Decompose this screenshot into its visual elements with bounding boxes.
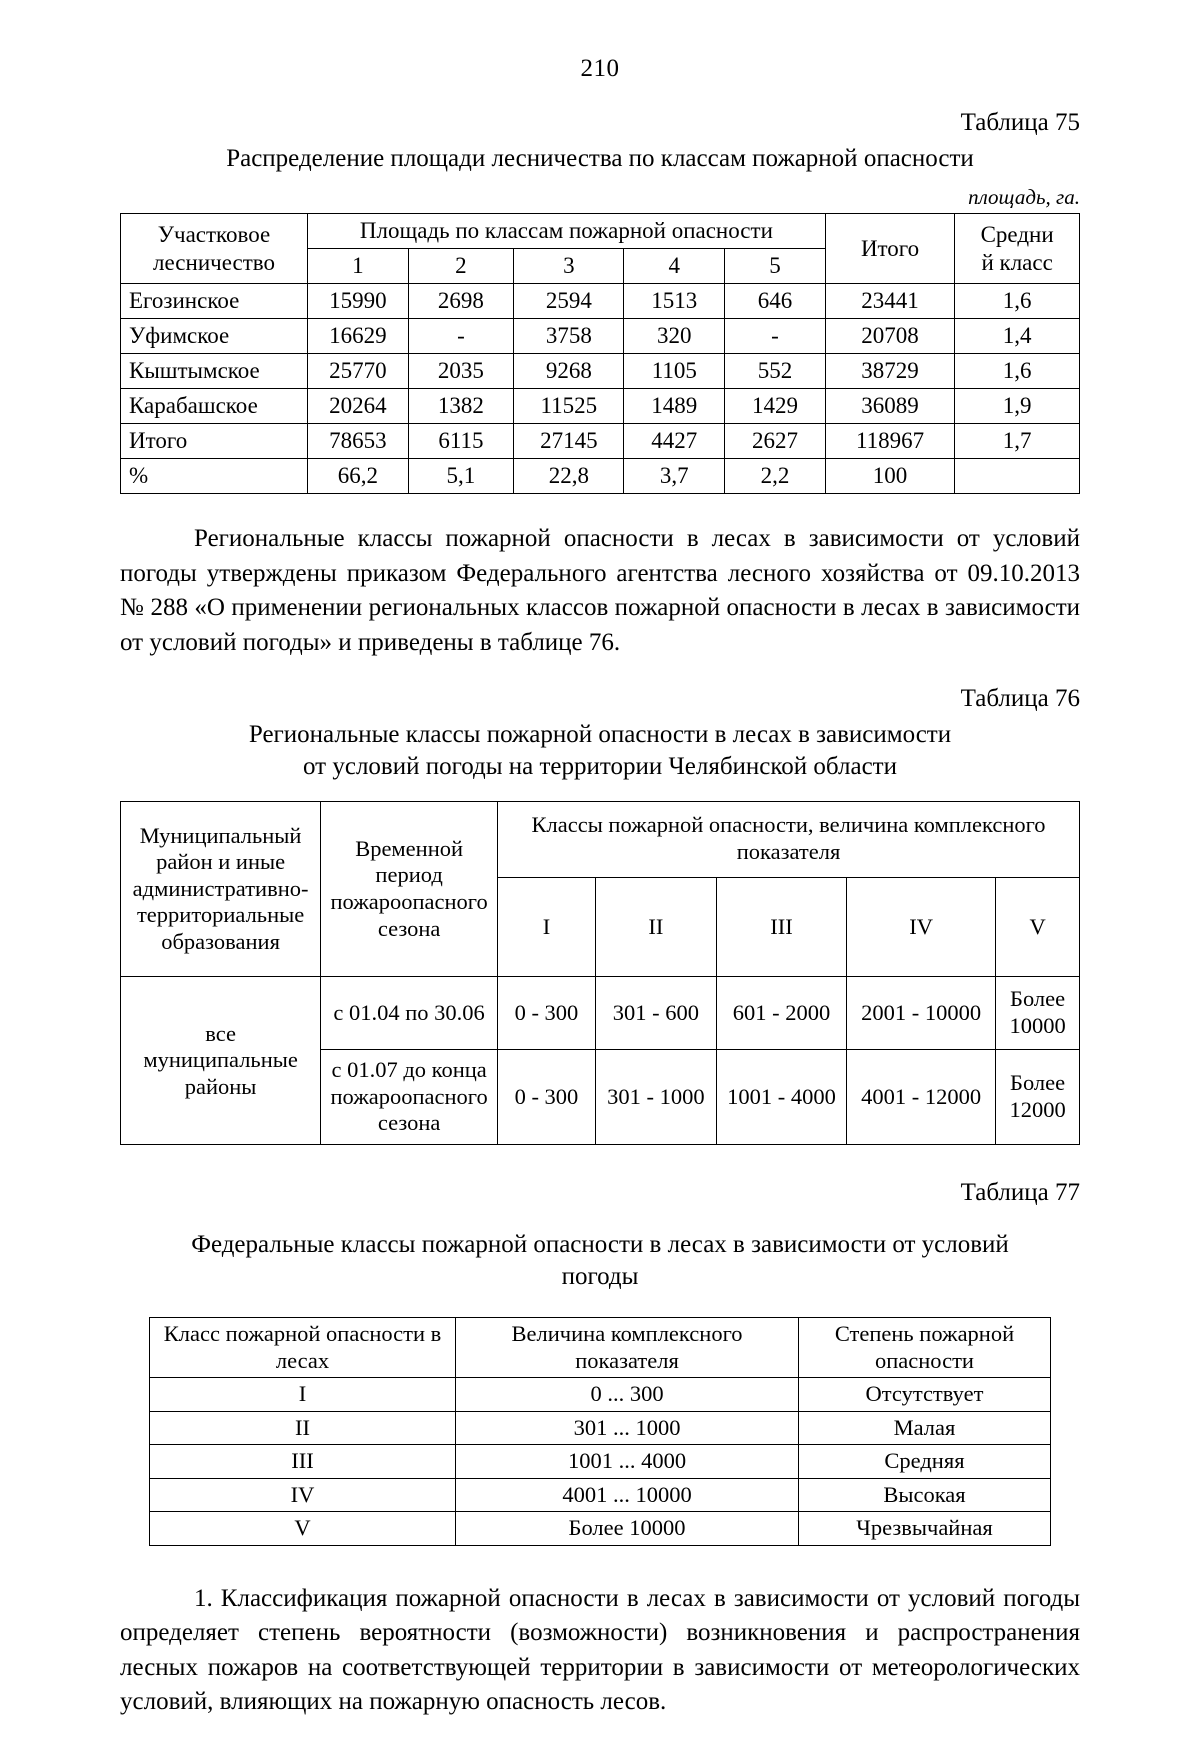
table-75-class-3: 3: [514, 249, 624, 284]
table-row: [149, 1512, 1050, 1546]
cell-class-1: 20264: [308, 389, 409, 424]
table-75-group-header: Площадь по классам пожарной опасности: [308, 214, 826, 249]
table-75-class-4: 4: [624, 249, 725, 284]
table-row: [149, 1445, 1050, 1479]
table-row: [121, 284, 1080, 319]
cell-class-III: 1001 - 4000: [716, 1050, 846, 1145]
header-line-1: Участковое: [157, 222, 271, 248]
table-75-col-total: Итого: [825, 214, 954, 284]
row-label: %: [121, 459, 308, 494]
table-77-col-class: Класс пожарной опасности в лесах: [149, 1318, 455, 1378]
table-row-percent: [121, 459, 1080, 494]
table-row: [149, 1478, 1050, 1512]
cell-class-2: 2035: [408, 354, 513, 389]
header-line-2: й класс: [981, 249, 1053, 275]
header-line-1: Средни: [980, 222, 1054, 248]
cell-total: 118967: [825, 424, 954, 459]
cell-class-5: 1429: [725, 389, 826, 424]
cell-line-1: Более: [1010, 986, 1066, 1012]
table-76-class-I: I: [498, 878, 596, 977]
document-page: [0, 55, 1200, 1753]
cell-class-IV: 4001 - 12000: [847, 1050, 996, 1145]
cell-class-4: 1489: [624, 389, 725, 424]
cell-line-1: Более: [1010, 1070, 1066, 1096]
table-76-group-header: Классы пожарной опасности, величина комплексного показателя: [498, 802, 1080, 878]
cell-total: 100: [825, 459, 954, 494]
cell-class: IV: [149, 1478, 455, 1512]
cell-degree: Чрезвычайная: [798, 1512, 1050, 1546]
cell-class-2: 2698: [408, 284, 513, 319]
table-76: [120, 801, 1080, 1145]
page-number: 210: [580, 55, 620, 82]
table-row: [149, 1378, 1050, 1412]
table-row: [121, 389, 1080, 424]
cell-class-4: 1513: [624, 284, 725, 319]
row-label: Егозинское: [121, 284, 308, 319]
paragraph-regional-classes: Региональные классы пожарной опасности в лесах в зависимости от условий погоды утверждены приказом Федерального агентства лесного хозяйства от 09.10.2013 № 288 «О применении региональных классов пожарной опасности в лесах в зависимости от условий погоды» и приведены в таблице 76.: [120, 525, 1080, 656]
cell-avg: [955, 459, 1080, 494]
table-76-caption: Таблица 76: [960, 685, 1080, 712]
cell-avg: 1,6: [955, 354, 1080, 389]
table-76-class-II: II: [595, 878, 716, 977]
cell-value: Более 10000: [456, 1512, 799, 1546]
cell-class-2: 5,1: [408, 459, 513, 494]
table-76-class-III: III: [716, 878, 846, 977]
cell-class-4: 1105: [624, 354, 725, 389]
title-line-2: погоды: [561, 1263, 639, 1290]
cell-line-2: 12000: [1009, 1097, 1066, 1122]
cell-class-3: 2594: [514, 284, 624, 319]
cell-class: III: [149, 1445, 455, 1479]
cell-class-4: 4427: [624, 424, 725, 459]
cell-degree: Отсутствует: [798, 1378, 1050, 1412]
cell-value: 0 ... 300: [456, 1378, 799, 1412]
table-75-col-avg: [955, 214, 1080, 284]
paragraph-classification: 1. Классификация пожарной опасности в лесах в зависимости от условий погоды определяет степень вероятности (возможности) возникновения и распространения лесных пожаров на соответствующей территории в зависимости от метеорологических условий, влияющих на пожарную опасность лесов.: [120, 1584, 1080, 1716]
cell-class-I: 0 - 300: [498, 977, 596, 1050]
cell-degree: Малая: [798, 1411, 1050, 1445]
cell-avg: 1,7: [955, 424, 1080, 459]
cell-class-1: 16629: [308, 319, 409, 354]
cell-class: II: [149, 1411, 455, 1445]
cell-avg: 1,4: [955, 319, 1080, 354]
cell-total: 20708: [825, 319, 954, 354]
table-row: [121, 319, 1080, 354]
row-label: Кыштымское: [121, 354, 308, 389]
table-75-class-1: 1: [308, 249, 409, 284]
cell-line-2: 10000: [1009, 1013, 1066, 1038]
table-75: [120, 213, 1080, 494]
cell-class-2: 1382: [408, 389, 513, 424]
cell-class-1: 25770: [308, 354, 409, 389]
cell-class-1: 66,2: [308, 459, 409, 494]
cell-class-5: 646: [725, 284, 826, 319]
table-77-header-row: [149, 1318, 1050, 1378]
cell-avg: 1,9: [955, 389, 1080, 424]
table-76-class-IV: IV: [847, 878, 996, 977]
table-76-title: [120, 719, 1080, 783]
table-75-header-row-1: [121, 214, 1080, 249]
cell-class-V: [996, 977, 1080, 1050]
table-75-units: площадь, га.: [968, 185, 1080, 209]
cell-class-III: 601 - 2000: [716, 977, 846, 1050]
table-row-total: [121, 424, 1080, 459]
cell-class-5: 2627: [725, 424, 826, 459]
row-label: Уфимское: [121, 319, 308, 354]
cell-degree: Средняя: [798, 1445, 1050, 1479]
table-77-col-value: Величина комплексного показателя: [456, 1318, 799, 1378]
cell-class-4: 320: [624, 319, 725, 354]
cell-class-5: 2,2: [725, 459, 826, 494]
cell-class-3: 3758: [514, 319, 624, 354]
cell-class-2: 6115: [408, 424, 513, 459]
cell-class-1: 78653: [308, 424, 409, 459]
cell-period: с 01.07 до конца пожароопасного сезона: [321, 1050, 498, 1145]
table-77-title: [120, 1229, 1080, 1293]
table-row: [149, 1411, 1050, 1445]
cell-total: 23441: [825, 284, 954, 319]
table-76-col-municipal: Муниципальный район и иные административно-территориальные образования: [121, 802, 321, 977]
page-content: [120, 109, 1080, 1720]
cell-value: 4001 ... 10000: [456, 1478, 799, 1512]
cell-class-V: [996, 1050, 1080, 1145]
table-75-class-5: 5: [725, 249, 826, 284]
table-77-col-degree: Степень пожарной опасности: [798, 1318, 1050, 1378]
cell-class-II: 301 - 1000: [595, 1050, 716, 1145]
table-75-class-2: 2: [408, 249, 513, 284]
cell-class-2: -: [408, 319, 513, 354]
cell-class-4: 3,7: [624, 459, 725, 494]
table-77-caption: Таблица 77: [960, 1179, 1080, 1206]
table-row: [121, 354, 1080, 389]
cell-degree: Высокая: [798, 1478, 1050, 1512]
cell-avg: 1,6: [955, 284, 1080, 319]
title-line-1: Федеральные классы пожарной опасности в лесах в зависимости от условий: [191, 1231, 1009, 1258]
row-label: Итого: [121, 424, 308, 459]
table-76-col-period: Временной период пожароопасного сезона: [321, 802, 498, 977]
table-76-header-row-1: [121, 802, 1080, 878]
title-line-1: Региональные классы пожарной опасности в лесах в зависимости: [248, 721, 952, 748]
table-75-col-uchastkovoe: [121, 214, 308, 284]
table-76-class-V: V: [996, 878, 1080, 977]
cell-class: I: [149, 1378, 455, 1412]
table-row: [121, 977, 1080, 1050]
table-77: [149, 1317, 1051, 1546]
table-75-title: Распределение площади лесничества по классам пожарной опасности: [226, 145, 974, 172]
header-line-2: лесничество: [153, 249, 275, 275]
cell-period: с 01.04 по 30.06: [321, 977, 498, 1050]
cell-class-I: 0 - 300: [498, 1050, 596, 1145]
cell-total: 38729: [825, 354, 954, 389]
cell-class-5: 552: [725, 354, 826, 389]
cell-class-IV: 2001 - 10000: [847, 977, 996, 1050]
title-line-2: от условий погоды на территории Челябинской области: [303, 753, 897, 780]
cell-class-3: 11525: [514, 389, 624, 424]
cell-class-3: 27145: [514, 424, 624, 459]
cell-total: 36089: [825, 389, 954, 424]
cell-class-3: 9268: [514, 354, 624, 389]
cell-class-1: 15990: [308, 284, 409, 319]
cell-value: 1001 ... 4000: [456, 1445, 799, 1479]
row-label: Карабашское: [121, 389, 308, 424]
cell-class-5: -: [725, 319, 826, 354]
cell-class-3: 22,8: [514, 459, 624, 494]
cell-value: 301 ... 1000: [456, 1411, 799, 1445]
table-75-caption: Таблица 75: [960, 109, 1080, 136]
table-76-region-label: все муниципальные районы: [121, 977, 321, 1145]
cell-class: V: [149, 1512, 455, 1546]
cell-class-II: 301 - 600: [595, 977, 716, 1050]
